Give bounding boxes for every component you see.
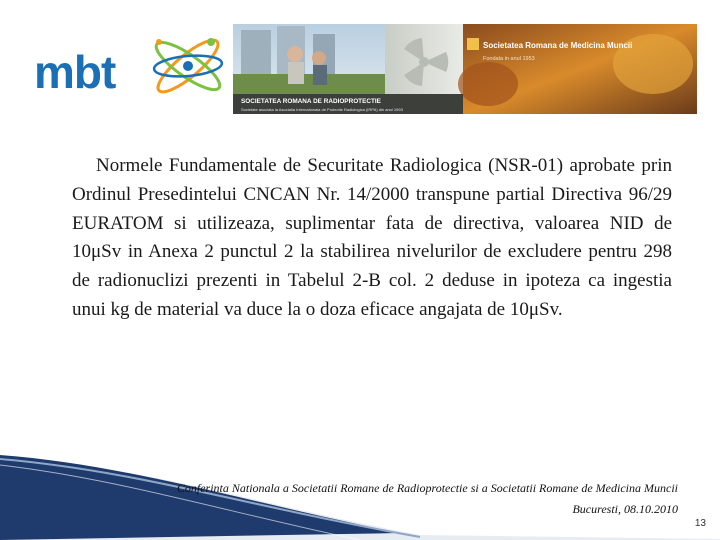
banner-right-subtitle: Fondata in anul 1953: [483, 56, 535, 62]
banner-left-title: SOCIETATEA ROMANA DE RADIOPROTECTIE: [241, 98, 381, 105]
page-number: 13: [694, 518, 706, 529]
atom-icon: [151, 33, 226, 99]
footer-decoration: [0, 455, 720, 540]
body-paragraph: Normele Fundamentale de Securitate Radiologica (NSR-01) aprobate prin Ordinul Presedintelui CNCAN Nr. 14/2000 transpune partial Directiva 96/29 EURATOM si utilizeaza, suplimentar fata de directiva, valoarea NID de 10μSv in Anexa 2 punctul 2 la stabilirea nivelurilor de excludere pentru 298 de radionuclizi prezenti in Tabelul 2-B col. 2 deduse in ipoteza ca ingestia unui kg de material va duce la o doza eficace angajata de 10μSv.: [72, 155, 672, 320]
footer-date: Bucuresti, 08.10.2010: [572, 502, 678, 516]
header-banner: [233, 24, 697, 114]
banner-right-title: Societatea Romana de Medicina Muncii: [483, 41, 633, 50]
logo-text: mbt: [34, 46, 116, 98]
footer-conference: Conferinta Nationala a Societatii Romane de Radioprotectie si a Societatii Romane de Medicina Muncii: [176, 481, 678, 495]
banner-left-subtitle: Societate asociata la Asociatia Internationala de Protectie Radiologica (IRPA) din anul 1993: [241, 107, 403, 112]
mbt-logo: [28, 28, 228, 108]
